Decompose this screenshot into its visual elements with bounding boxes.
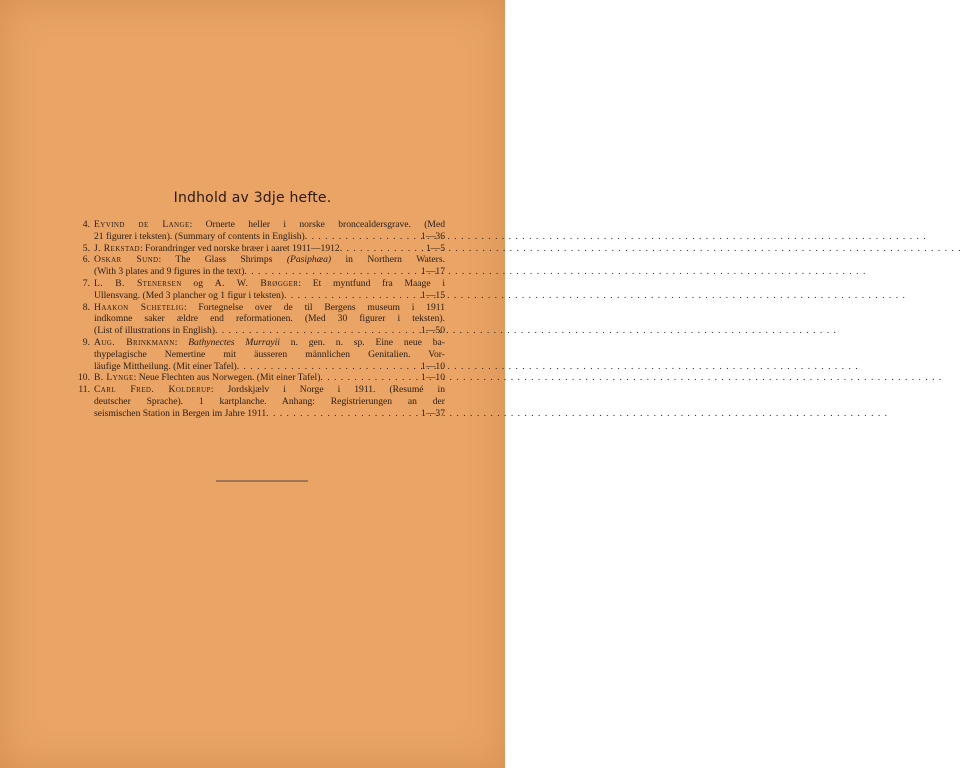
entry-text-run: : Ornerte heller i norske broncealdersgrave. (Med bbox=[189, 219, 445, 230]
dot-leader bbox=[284, 290, 415, 302]
entry-text-run: indkomne saker ældre end reformationen. (Med 30 figurer i teksten). bbox=[94, 313, 445, 325]
entry-line bbox=[94, 384, 445, 396]
entry-line bbox=[94, 337, 445, 349]
entry-text bbox=[94, 325, 215, 337]
entry-number: 10. bbox=[78, 372, 90, 384]
entry-text-run: (With 3 plates and 9 figures in the text) bbox=[94, 266, 245, 278]
author-name: Carl Fred. Kolderup bbox=[94, 384, 211, 396]
entry-text bbox=[94, 396, 445, 408]
entry-text bbox=[94, 219, 445, 231]
entry-text bbox=[94, 243, 340, 255]
toc-entry bbox=[75, 384, 445, 419]
toc-entry bbox=[75, 372, 445, 384]
entry-text-run: Ullensvang. (Med 3 plancher og 1 figur i teksten) bbox=[94, 289, 284, 301]
entry-text bbox=[94, 361, 237, 373]
entry-number: 7. bbox=[82, 277, 90, 289]
entry-line bbox=[94, 361, 445, 373]
entry-text-run: : Forandringer ved norske bræer i aaret 1911—1912 bbox=[139, 242, 340, 254]
toc-entry bbox=[75, 302, 445, 337]
entry-text-run: deutscher Sprache). 1 kartplanche. Anhang: Registrierungen an der bbox=[94, 395, 445, 407]
entry-text-run: : bbox=[174, 336, 189, 348]
page-range: 1—10 bbox=[421, 360, 445, 372]
entry-line bbox=[94, 254, 445, 266]
entry-text-run: 21 figurer i teksten). (Summary of contents in English) bbox=[94, 230, 305, 242]
entry-text bbox=[94, 349, 445, 361]
entry-line bbox=[94, 219, 445, 231]
author-name: Eyvind de Lange bbox=[94, 219, 190, 230]
toc-entry bbox=[75, 337, 445, 372]
entry-number: 5. bbox=[82, 242, 90, 254]
toc-entry bbox=[75, 243, 445, 255]
italic-title: (Pasiphæa) bbox=[286, 254, 332, 266]
dot-leader bbox=[237, 361, 415, 373]
entry-line bbox=[94, 349, 445, 361]
author-name: A. W. Brøgger bbox=[214, 277, 299, 289]
entry-text-run: : Neue Flechten aus Norwegen. (Mit einer Tafel) bbox=[133, 372, 321, 384]
entry-text bbox=[94, 254, 445, 266]
entry-line bbox=[94, 266, 445, 278]
entry-text bbox=[94, 313, 445, 325]
entry-text bbox=[94, 384, 445, 396]
author-name: Oskar Sund bbox=[94, 254, 159, 266]
entry-line bbox=[94, 302, 445, 314]
entry-text bbox=[94, 290, 284, 302]
entry-text bbox=[94, 278, 445, 290]
entry-text-run: : Et myntfund fra Maage i bbox=[298, 277, 446, 289]
page-title: Indhold av 3dje hefte. bbox=[173, 190, 332, 206]
toc-entry bbox=[75, 278, 445, 302]
divider-rule bbox=[216, 480, 308, 482]
entry-text bbox=[94, 266, 244, 278]
page-range: 1—10 bbox=[421, 372, 445, 384]
entry-number: 9. bbox=[82, 336, 90, 348]
entry-text bbox=[94, 408, 266, 420]
entry-text-run: thypelagische Nemertine mit äusseren männlichen Genitalien. Vor- bbox=[94, 348, 445, 360]
entry-text-run: in Northern Waters. bbox=[331, 254, 445, 266]
entry-text bbox=[94, 302, 445, 314]
toc-entry bbox=[75, 254, 445, 278]
author-name: B. Lynge bbox=[94, 372, 134, 384]
page-range: 1—5 bbox=[425, 242, 445, 254]
page-range: 1—50 bbox=[421, 325, 445, 337]
entry-line bbox=[94, 278, 445, 290]
entry-line bbox=[94, 408, 445, 420]
page-range: 1—36 bbox=[421, 230, 445, 242]
entry-text bbox=[94, 337, 445, 349]
dot-leader bbox=[320, 372, 415, 384]
entry-text-run: og bbox=[181, 277, 215, 289]
dot-leader bbox=[215, 325, 415, 337]
entry-text-run: läufige Mittheilung. (Mit einer Tafel) bbox=[94, 360, 237, 372]
dot-leader bbox=[244, 266, 415, 278]
entry-line bbox=[94, 243, 445, 255]
author-name: Haakon Schetelig bbox=[94, 301, 184, 313]
page-range: 1—17 bbox=[421, 266, 445, 278]
dot-leader bbox=[266, 408, 415, 420]
entry-text bbox=[94, 231, 305, 243]
author-name: L. B. Stenersen bbox=[94, 277, 182, 289]
italic-title: Bathynectes Murrayii bbox=[188, 336, 280, 348]
entry-line bbox=[94, 313, 445, 325]
entry-line bbox=[94, 290, 445, 302]
page-range: 1—15 bbox=[421, 289, 445, 301]
entry-line bbox=[94, 372, 445, 384]
author-name: Aug. Brinkmann bbox=[94, 336, 175, 348]
toc-entry bbox=[75, 219, 445, 243]
page-range: 1—37 bbox=[421, 407, 445, 419]
entry-text-run: n. gen. n. sp. Eine neue ba- bbox=[279, 336, 445, 348]
entry-text bbox=[94, 372, 320, 384]
entry-text-run: (List of illustrations in English) bbox=[94, 325, 215, 337]
entry-number: 4. bbox=[82, 219, 90, 230]
entry-number: 6. bbox=[82, 254, 90, 266]
dot-leader bbox=[340, 243, 415, 255]
entry-text-run: : Jordskjælv i Norge i 1911. (Resumé in bbox=[210, 384, 445, 396]
entry-line bbox=[94, 325, 445, 337]
entry-line bbox=[94, 396, 445, 408]
dot-leader bbox=[305, 231, 415, 243]
entry-line bbox=[94, 231, 445, 243]
author-name: J. Rekstad bbox=[94, 242, 140, 254]
entry-text-run: seismischen Station in Bergen im Jahre 1911 bbox=[94, 407, 267, 419]
entry-number: 8. bbox=[82, 301, 90, 313]
entry-number: 11. bbox=[78, 384, 90, 396]
table-of-contents bbox=[75, 219, 445, 420]
entry-text-run: : The Glass Shrimps bbox=[158, 254, 287, 266]
entry-text-run: : Fortegnelse over de til Bergens museum i 1911 bbox=[183, 301, 445, 313]
